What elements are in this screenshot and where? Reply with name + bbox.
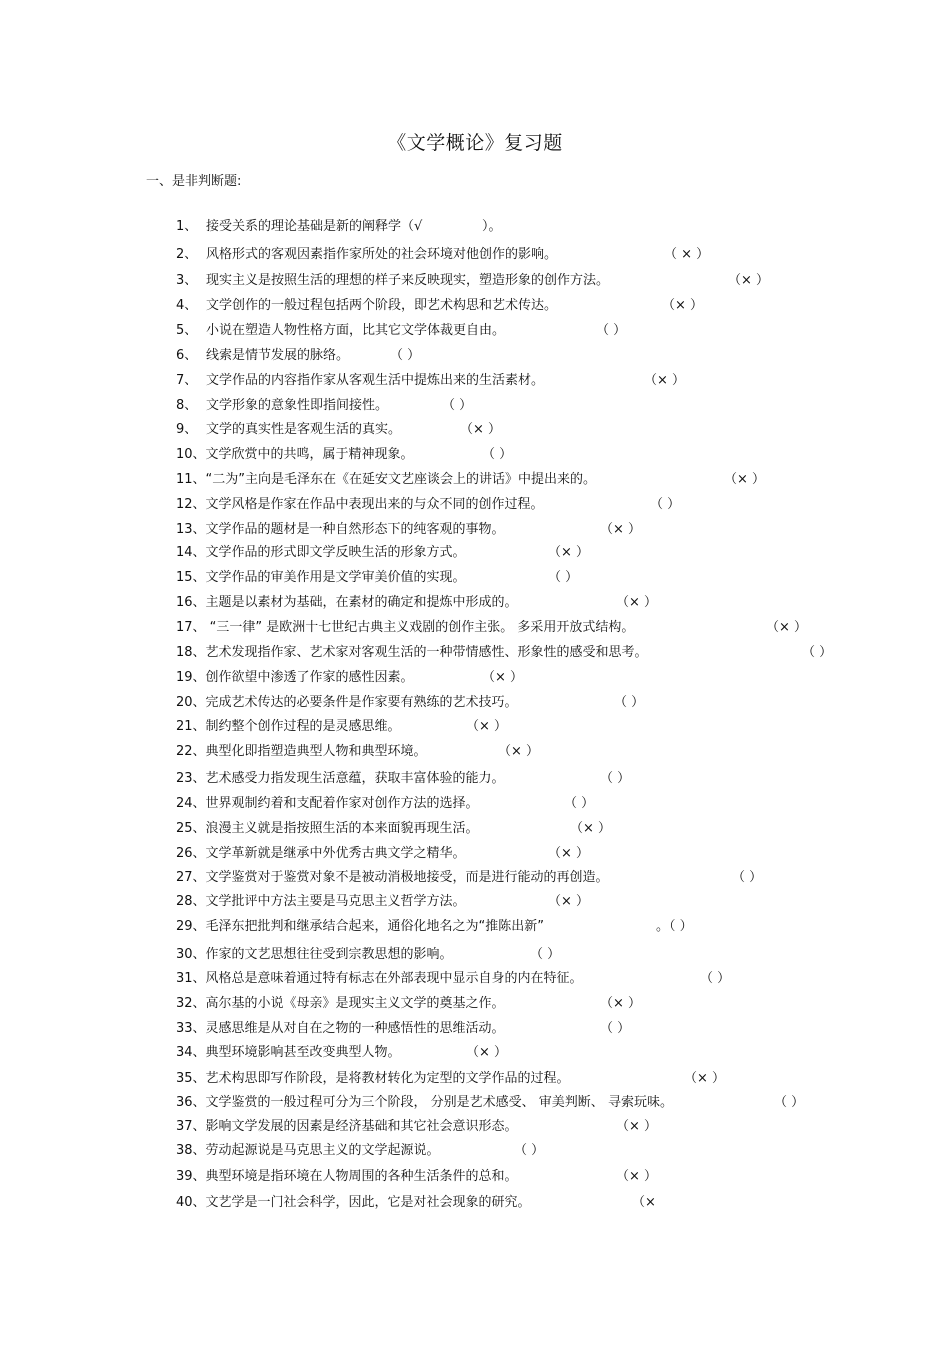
answer-mark: （× ）	[616, 1119, 658, 1134]
question-text: 接受关系的理论基础是新的阐释学（√	[206, 219, 423, 234]
answer-mark: （ ）	[732, 870, 763, 885]
question-number: 10、	[176, 447, 206, 462]
question-text: 文学形象的意象性即指间接性。	[206, 398, 389, 413]
question-item	[176, 1070, 726, 1088]
question-item	[176, 918, 693, 936]
question-item	[176, 1020, 631, 1038]
section-heading: 一、是非判断题:	[146, 174, 242, 189]
question-text: 毛泽东把批判和继承结合起来，通俗化地名之为“推陈出新”	[205, 919, 545, 934]
question-text: 文学的真实性是客观生活的真实。	[206, 422, 402, 437]
question-item	[176, 1142, 545, 1160]
question-number: 35、	[176, 1071, 206, 1086]
question-number: 24、	[176, 796, 206, 811]
question-text: 文学风格是作家在作品中表现出来的与众不同的创作过程。	[205, 497, 544, 512]
question-text: 文艺学是一门社会科学，因此，它是对社会现象的研究。	[205, 1195, 531, 1210]
question-number: 30、	[176, 947, 206, 962]
answer-mark: （× ）	[644, 373, 686, 388]
question-item	[176, 869, 763, 887]
question-text: 风格形式的客观因素指作家所处的社会环境对他创作的影响。	[206, 247, 558, 262]
question-item	[176, 795, 595, 813]
answer-mark: （× ）	[766, 620, 808, 635]
question-text: 文学创作的一般过程包括两个阶段，即艺术构思和艺术传达。	[206, 298, 558, 313]
answer-mark: （ ）	[390, 348, 421, 363]
question-number: 21、	[176, 719, 206, 734]
question-text: 文学作品的内容指作家从客观生活中提炼出来的生活素材。	[206, 373, 545, 388]
question-item	[176, 1118, 658, 1136]
answer-mark: （ ）	[596, 323, 627, 338]
question-item	[176, 1194, 656, 1212]
question-item	[176, 521, 642, 539]
question-text: 劳动起源说是马克思主义的文学起源说。	[205, 1143, 440, 1158]
question-number: 28、	[176, 894, 206, 909]
answer-mark: （× ）	[548, 545, 590, 560]
question-number: 31、	[176, 971, 206, 986]
question-item	[176, 594, 658, 612]
question-number: 7、	[176, 373, 198, 388]
question-item	[176, 272, 770, 290]
question-item	[176, 995, 642, 1013]
question-item	[176, 347, 421, 365]
question-item	[176, 471, 766, 489]
question-text: 典型环境是指环境在人物周围的各种生活条件的总和。	[205, 1169, 518, 1184]
question-text: 文学作品的形式即文学反映生活的形象方式。	[205, 545, 466, 560]
question-item	[176, 1094, 805, 1112]
answer-mark: （× ）	[466, 1045, 508, 1060]
question-number: 13、	[176, 522, 206, 537]
question-item	[176, 496, 681, 514]
answer-mark: （ ）	[514, 1143, 545, 1158]
question-text: 小说在塑造人物性格方面，比其它文学体裁更自由。	[206, 323, 506, 338]
question-item	[176, 820, 612, 838]
question-text: 世界观制约着和支配着作家对创作方法的选择。	[205, 796, 479, 811]
question-item	[176, 946, 561, 964]
answer-mark: （ × ）	[664, 247, 710, 262]
question-text: 文学批评中方法主要是马克思主义哲学方法。	[205, 894, 466, 909]
answer-mark: ）。	[482, 219, 502, 234]
question-item	[176, 297, 704, 315]
question-number: 39、	[176, 1169, 206, 1184]
question-number: 2、	[176, 247, 198, 262]
answer-mark: 。（ ）	[656, 919, 693, 934]
question-text: 文学作品的题材是一种自然形态下的纯客观的事物。	[205, 522, 505, 537]
question-item	[176, 397, 473, 415]
answer-mark: （× ）	[684, 1071, 726, 1086]
question-item	[176, 770, 631, 788]
question-text: 艺术感受力指发现生活意蕴，获取丰富体验的能力。	[205, 771, 505, 786]
answer-mark: （× ）	[548, 846, 590, 861]
question-number: 25、	[176, 821, 206, 836]
question-number: 9、	[176, 422, 198, 437]
question-number: 20、	[176, 695, 206, 710]
answer-mark: （× ）	[600, 996, 642, 1011]
answer-mark: （× ）	[662, 298, 704, 313]
question-text: 文学鉴赏的一般过程可分为三个阶段， 分别是艺术感受、 审美判断、 寻索玩味。	[205, 1095, 673, 1110]
question-item	[176, 743, 540, 761]
question-text: 文学欣赏中的共鸣，属于精神现象。	[205, 447, 414, 462]
question-text: 影响文学发展的因素是经济基础和其它社会意识形态。	[205, 1119, 518, 1134]
question-item	[176, 893, 590, 911]
answer-mark: （× ）	[600, 522, 642, 537]
question-text: 高尔基的小说《母亲》是现实主义文学的奠基之作。	[205, 996, 505, 1011]
answer-mark: （ ）	[530, 947, 561, 962]
answer-mark: （ ）	[442, 398, 473, 413]
question-number: 1、	[176, 219, 198, 234]
answer-mark: （× ）	[570, 821, 612, 836]
question-number: 40、	[176, 1195, 206, 1210]
answer-mark: （ ）	[482, 447, 513, 462]
question-number: 38、	[176, 1143, 206, 1158]
question-item	[176, 218, 502, 236]
question-text: 制约整个创作过程的是灵感思维。	[205, 719, 401, 734]
question-item	[176, 322, 627, 340]
question-text: 灵感思维是从对自在之物的一种感悟性的思维活动。	[205, 1021, 505, 1036]
question-number: 8、	[176, 398, 198, 413]
answer-mark: （×	[632, 1195, 656, 1210]
answer-mark: （ ）	[548, 570, 579, 585]
question-text: 艺术构思即写作阶段，是将教材转化为定型的文学作品的过程。	[205, 1071, 570, 1086]
question-item	[176, 619, 808, 637]
answer-mark: （× ）	[460, 422, 502, 437]
question-number: 34、	[176, 1045, 206, 1060]
question-text: 文学鉴赏对于鉴赏对象不是被动消极地接受，而是进行能动的再创造。	[205, 870, 609, 885]
question-text: 文学革新就是继承中外优秀古典文学之精华。	[205, 846, 466, 861]
answer-mark: （× ）	[724, 472, 766, 487]
question-item	[176, 970, 731, 988]
question-item	[176, 644, 833, 662]
question-item	[176, 246, 710, 264]
question-number: 12、	[176, 497, 206, 512]
question-item	[176, 694, 645, 712]
question-item	[176, 669, 524, 687]
question-item	[176, 544, 590, 562]
question-item	[176, 718, 508, 736]
question-text: 风格总是意味着通过特有标志在外部表现中显示自身的内在特征。	[205, 971, 583, 986]
question-item	[176, 421, 502, 439]
question-number: 17、	[176, 620, 206, 635]
question-number: 33、	[176, 1021, 206, 1036]
answer-mark: （× ）	[616, 595, 658, 610]
question-item	[176, 569, 579, 587]
question-number: 36、	[176, 1095, 206, 1110]
question-text: “三一律” 是欧洲十七世纪古典主义戏剧的创作主张。 多采用开放式结构。	[205, 620, 635, 635]
question-number: 26、	[176, 846, 206, 861]
answer-mark: （× ）	[466, 719, 508, 734]
question-text: 创作欲望中渗透了作家的感性因素。	[205, 670, 414, 685]
question-text: 典型化即指塑造典型人物和典型环境。	[205, 744, 427, 759]
question-item	[176, 1044, 508, 1062]
page-title: 《文学概论》复习题	[387, 132, 563, 154]
question-text: “二为”主向是毛泽东在《在延安文艺座谈会上的讲话》中提出来的。	[205, 472, 597, 487]
question-text: 线索是情节发展的脉络。	[206, 348, 350, 363]
answer-mark: （× ）	[498, 744, 540, 759]
question-number: 16、	[176, 595, 206, 610]
answer-mark: （ ）	[700, 971, 731, 986]
answer-mark: （ ）	[650, 497, 681, 512]
question-number: 37、	[176, 1119, 206, 1134]
question-number: 3、	[176, 273, 198, 288]
question-item	[176, 446, 513, 464]
answer-mark: （× ）	[548, 894, 590, 909]
answer-mark: （× ）	[728, 273, 770, 288]
answer-mark: （× ）	[616, 1169, 658, 1184]
question-number: 5、	[176, 323, 198, 338]
question-number: 18、	[176, 645, 206, 660]
question-number: 22、	[176, 744, 206, 759]
question-text: 作家的文艺思想往往受到宗教思想的影响。	[205, 947, 453, 962]
answer-mark: （ ）	[564, 796, 595, 811]
question-item	[176, 372, 686, 390]
question-number: 4、	[176, 298, 198, 313]
question-text: 艺术发现指作家、艺术家对客观生活的一种带情感性、形象性的感受和思考。	[205, 645, 648, 660]
question-number: 29、	[176, 919, 206, 934]
question-number: 11、	[176, 472, 206, 487]
question-text: 浪漫主义就是指按照生活的本来面貌再现生活。	[205, 821, 479, 836]
question-number: 27、	[176, 870, 206, 885]
answer-mark: （ ）	[600, 1021, 631, 1036]
answer-mark: （ ）	[774, 1095, 805, 1110]
question-text: 主题是以素材为基础，在素材的确定和提炼中形成的。	[205, 595, 518, 610]
question-text: 文学作品的审美作用是文学审美价值的实现。	[205, 570, 466, 585]
answer-mark: （ ）	[802, 645, 833, 660]
question-number: 19、	[176, 670, 206, 685]
question-number: 6、	[176, 348, 198, 363]
question-number: 15、	[176, 570, 206, 585]
question-item	[176, 845, 590, 863]
question-number: 14、	[176, 545, 206, 560]
question-item	[176, 1168, 658, 1186]
answer-mark: （ ）	[614, 695, 645, 710]
question-number: 23、	[176, 771, 206, 786]
question-text: 典型环境影响甚至改变典型人物。	[205, 1045, 401, 1060]
answer-mark: （ ）	[600, 771, 631, 786]
question-text: 现实主义是按照生活的理想的样子来反映现实，塑造形象的创作方法。	[206, 273, 610, 288]
answer-mark: （× ）	[482, 670, 524, 685]
question-text: 完成艺术传达的必要条件是作家要有熟练的艺术技巧。	[205, 695, 518, 710]
question-number: 32、	[176, 996, 206, 1011]
